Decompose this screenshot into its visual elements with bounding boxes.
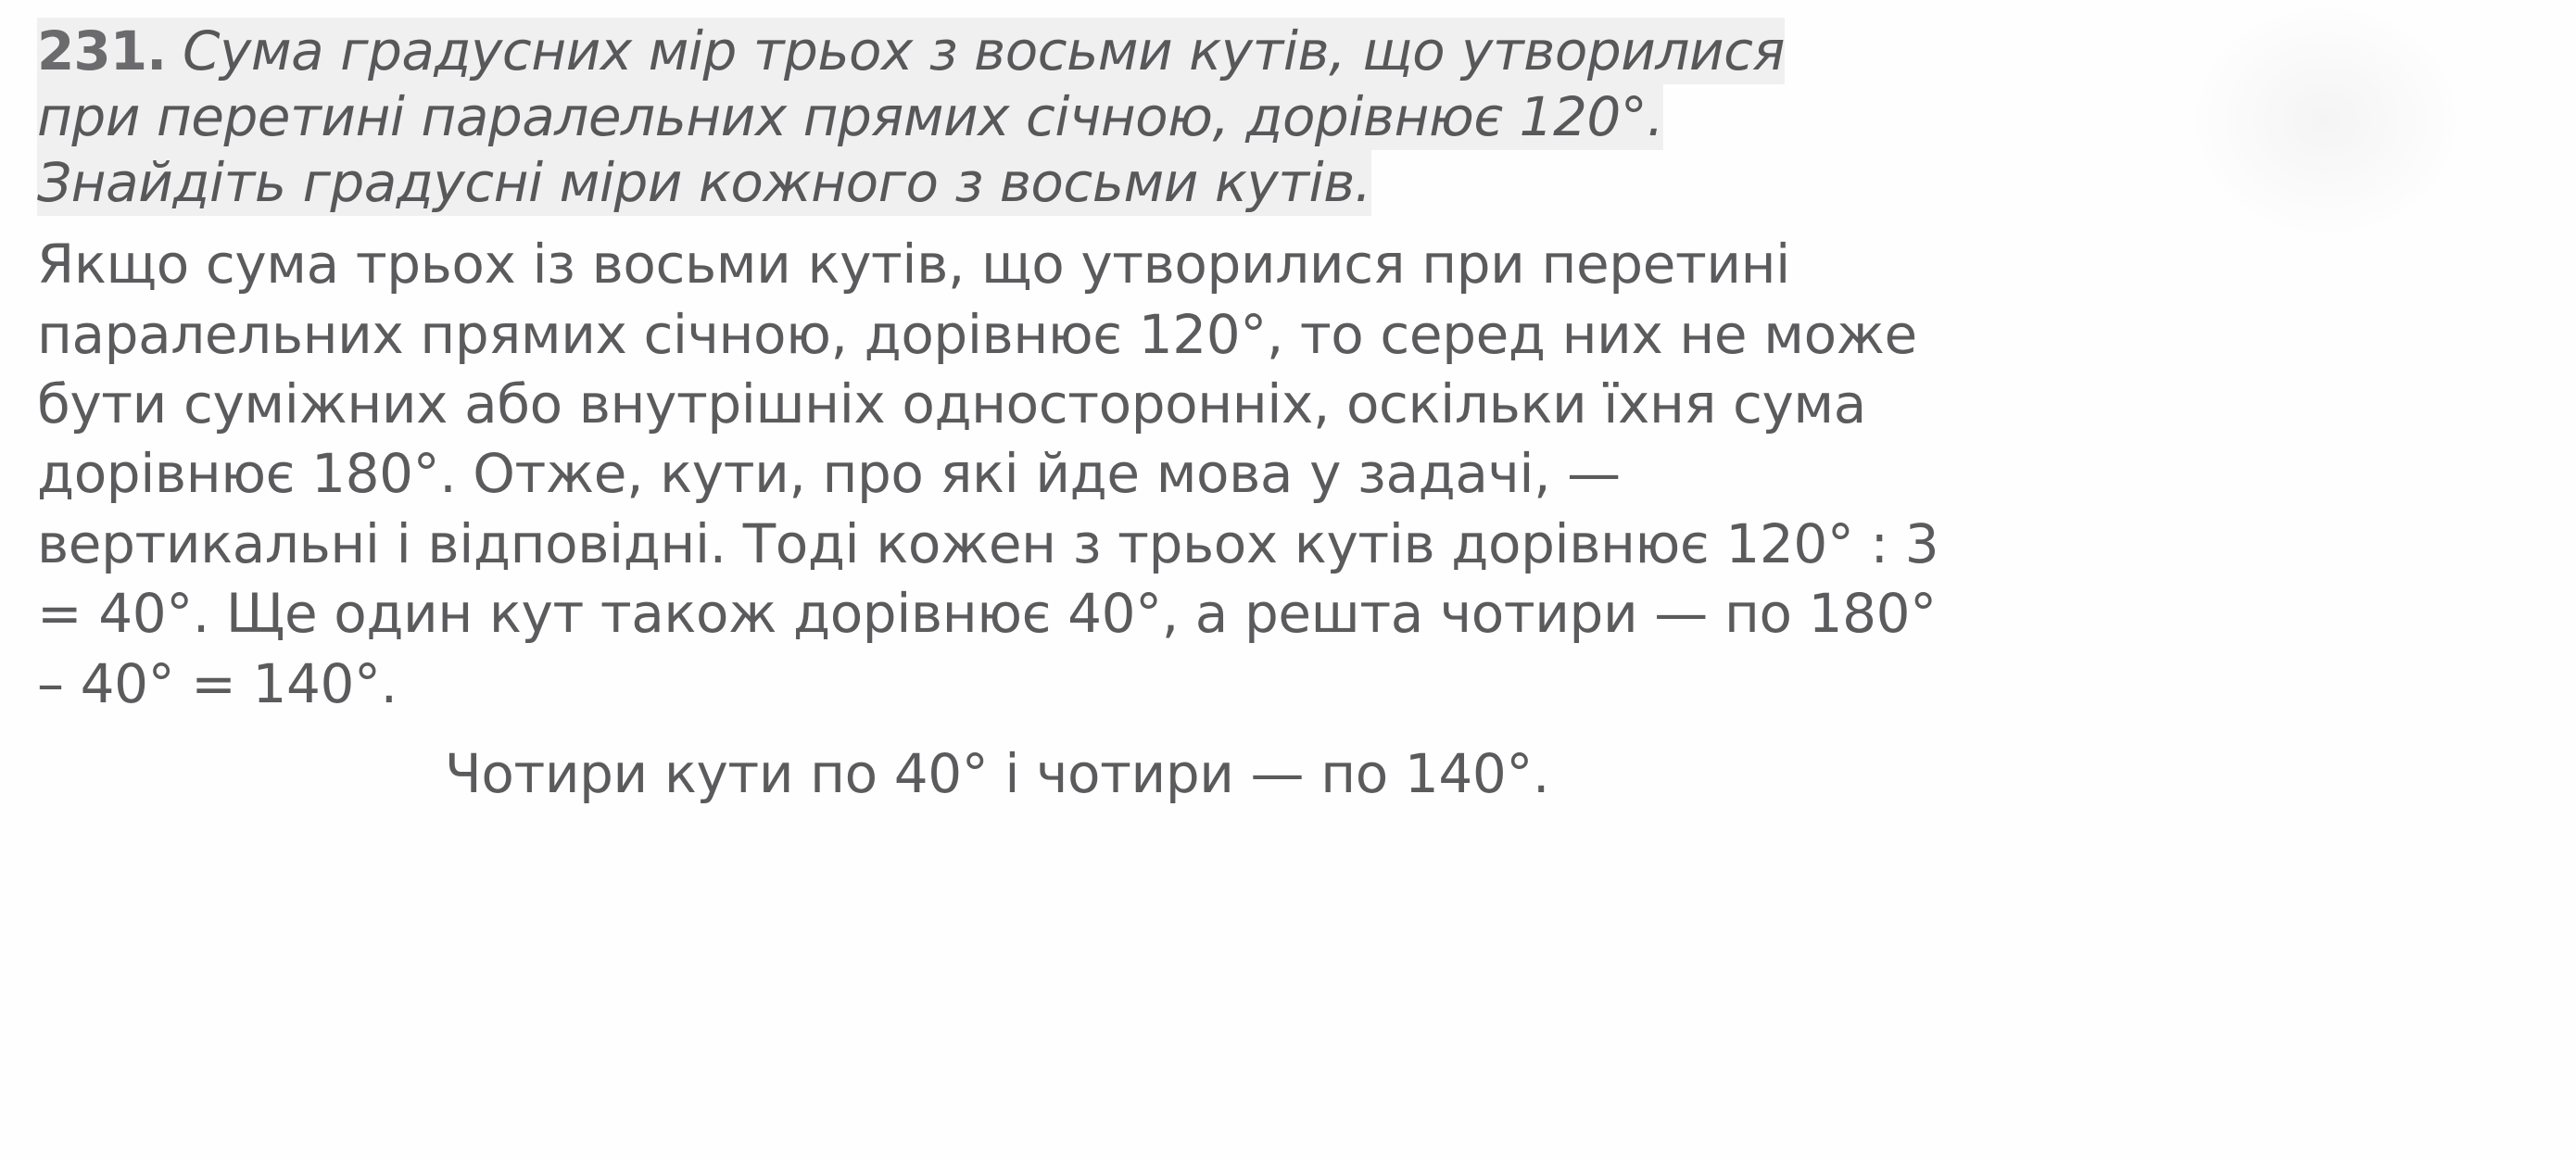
solution-line-4: дорівнює 180°. Отже, кути, про які йде мова у задачі, — xyxy=(37,442,1621,506)
solution-line-6: = 40°. Ще один кут також дорівнює 40°, а решта чотири — по 180° xyxy=(37,582,1937,646)
solution-line-5: вертикальні і відповідні. Тоді кожен з трьох кутів дорівнює 120° : 3 xyxy=(37,511,1939,575)
solution-line-3: бути суміжних або внутрішніх односторонніх, оскільки їхня сума xyxy=(37,372,1866,436)
solution-line-1: Якщо сума трьох із восьми кутів, що утворилися при перетині xyxy=(37,233,1790,296)
solution-line-2: паралельних прямих січною, дорівнює 120°, то серед них не може xyxy=(37,302,1917,366)
statement-line-3 xyxy=(37,150,2557,216)
exercise-number: 231. xyxy=(37,19,167,82)
document-content xyxy=(37,19,2557,809)
statement-line-1 xyxy=(37,19,2557,84)
solution-body xyxy=(37,230,2557,719)
statement-text-3: Знайдіть градусні міри кожного з восьми кутів. xyxy=(37,150,1371,214)
statement-text-1: Сума градусних мір трьох з восьми кутів, що утворилися xyxy=(183,19,1785,82)
statement-text-2: при перетині паралельних прямих січною, дорівнює 120°. xyxy=(37,84,1664,148)
statement-line-2 xyxy=(37,84,2557,150)
solution-line-7: – 40° = 140°. xyxy=(37,651,398,715)
problem-statement xyxy=(37,19,2557,215)
answer-line: Чотири кути по 40° і чотири — по 140°. xyxy=(445,741,1549,805)
